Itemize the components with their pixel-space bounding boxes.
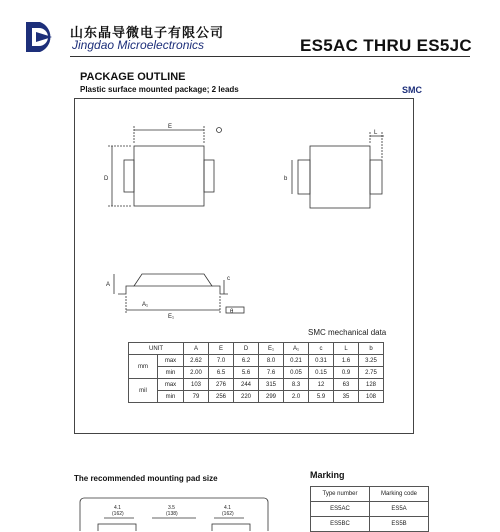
dim-label-e1: E₁ — [168, 314, 175, 320]
pad-right — [212, 524, 250, 531]
lead-right-top-view — [204, 160, 214, 192]
table-header-cell: L — [334, 343, 359, 355]
table-cell: 2.75 — [359, 367, 384, 379]
table-cell: 276 — [209, 379, 234, 391]
pad-dim-right: 4.1 — [224, 505, 231, 511]
lead-left-end-view — [298, 160, 310, 194]
table-cell: 5.9 — [309, 391, 334, 403]
table-row — [129, 355, 384, 367]
package-outline-drawing — [74, 98, 414, 328]
dim-label-l: L — [374, 130, 378, 136]
table-cell-limit: min — [158, 367, 184, 379]
table-cell: 244 — [234, 379, 259, 391]
table-cell: 0.21 — [284, 355, 309, 367]
package-outline-title: PACKAGE OUTLINE — [80, 71, 186, 83]
table-cell: 2.0 — [284, 391, 309, 403]
table-cell: 2.00 — [184, 367, 209, 379]
table-cell-unit: mm — [129, 355, 158, 379]
pad-left — [98, 524, 136, 531]
table-header-cell: E — [209, 343, 234, 355]
table-cell: 8.0 — [259, 355, 284, 367]
table-cell: 315 — [259, 379, 284, 391]
mounting-pad-title: The recommended mounting pad size — [74, 474, 218, 483]
dim-label-a1: A₁ — [142, 302, 149, 308]
mechanical-data-label: SMC mechanical data — [308, 328, 387, 337]
table-cell: 1.6 — [334, 355, 359, 367]
table-cell: 5.6 — [234, 367, 259, 379]
table-header-cell: b — [359, 343, 384, 355]
table-cell: 63 — [334, 379, 359, 391]
package-body-top-view — [134, 146, 204, 206]
table-header-cell: Type number — [311, 487, 370, 502]
table-cell: 220 — [234, 391, 259, 403]
package-body-end-view — [310, 146, 370, 208]
dim-label-d: D — [104, 176, 109, 182]
table-cell: ES5BC — [311, 517, 370, 532]
table-header-row — [129, 343, 384, 355]
table-cell: 108 — [359, 391, 384, 403]
dim-label-c: c — [227, 276, 230, 282]
table-cell: ES5A — [370, 502, 429, 517]
table-cell: ES5B — [370, 517, 429, 532]
dimensions-table — [128, 342, 384, 403]
table-cell: 128 — [359, 379, 384, 391]
pad-dim-left-mil: (162) — [112, 511, 124, 517]
header-divider — [70, 56, 470, 57]
table-row — [311, 502, 429, 517]
pad-dim-gap: 3.5 — [168, 505, 175, 511]
table-cell: 79 — [184, 391, 209, 403]
table-header-row — [311, 487, 429, 502]
lead-left-top-view — [124, 160, 134, 192]
table-row — [129, 379, 384, 391]
table-cell: 0.15 — [309, 367, 334, 379]
table-cell: 7.0 — [209, 355, 234, 367]
marking-table — [310, 486, 429, 532]
table-header-cell: c — [309, 343, 334, 355]
table-cell-limit: min — [158, 391, 184, 403]
pad-dim-right-mil: (162) — [222, 511, 234, 517]
table-cell: 256 — [209, 391, 234, 403]
table-cell-limit: max — [158, 379, 184, 391]
dim-label-theta: θ — [230, 309, 234, 315]
table-header-cell: UNIT — [129, 343, 184, 355]
company-name-en: Jingdao Microelectronics — [72, 38, 205, 52]
table-cell: 0.9 — [334, 367, 359, 379]
table-header-cell: Marking code — [370, 487, 429, 502]
table-cell: 6.2 — [234, 355, 259, 367]
table-cell: 299 — [259, 391, 284, 403]
table-cell: 3.25 — [359, 355, 384, 367]
dim-label-b: b — [284, 176, 288, 182]
company-name-cn: 山东晶导微电子有限公司 — [70, 26, 225, 41]
table-header-cell: A₁ — [284, 343, 309, 355]
table-cell: 8.3 — [284, 379, 309, 391]
table-cell: 0.05 — [284, 367, 309, 379]
table-row — [129, 391, 384, 403]
part-number-range: ES5AC THRU ES5JC — [300, 36, 473, 55]
table-cell: 0.31 — [309, 355, 334, 367]
table-cell-unit: mil — [129, 379, 158, 403]
marking-title: Marking — [310, 470, 345, 480]
lead-right-end-view — [370, 160, 382, 194]
table-cell: ES5AC — [311, 502, 370, 517]
package-name: SMC — [402, 85, 422, 95]
table-cell-limit: max — [158, 355, 184, 367]
dim-label-e: E — [168, 124, 173, 130]
table-cell: 7.6 — [259, 367, 284, 379]
table-cell: 103 — [184, 379, 209, 391]
table-row — [311, 517, 429, 532]
table-cell: 35 — [334, 391, 359, 403]
table-header-cell: A — [184, 343, 209, 355]
package-body-profile — [134, 274, 212, 286]
pad-dim-left: 4.1 — [114, 505, 121, 511]
dim-label-a: A — [106, 282, 111, 288]
table-row — [129, 367, 384, 379]
company-logo-icon — [22, 20, 70, 54]
mounting-pad-drawing — [74, 496, 274, 531]
table-header-cell: E₁ — [259, 343, 284, 355]
table-cell: 6.5 — [209, 367, 234, 379]
table-header-cell: D — [234, 343, 259, 355]
table-cell: 12 — [309, 379, 334, 391]
pad-dim-gap-mil: (138) — [166, 511, 178, 517]
package-outline-subtitle: Plastic surface mounted package; 2 leads — [80, 85, 239, 94]
table-cell: 2.62 — [184, 355, 209, 367]
